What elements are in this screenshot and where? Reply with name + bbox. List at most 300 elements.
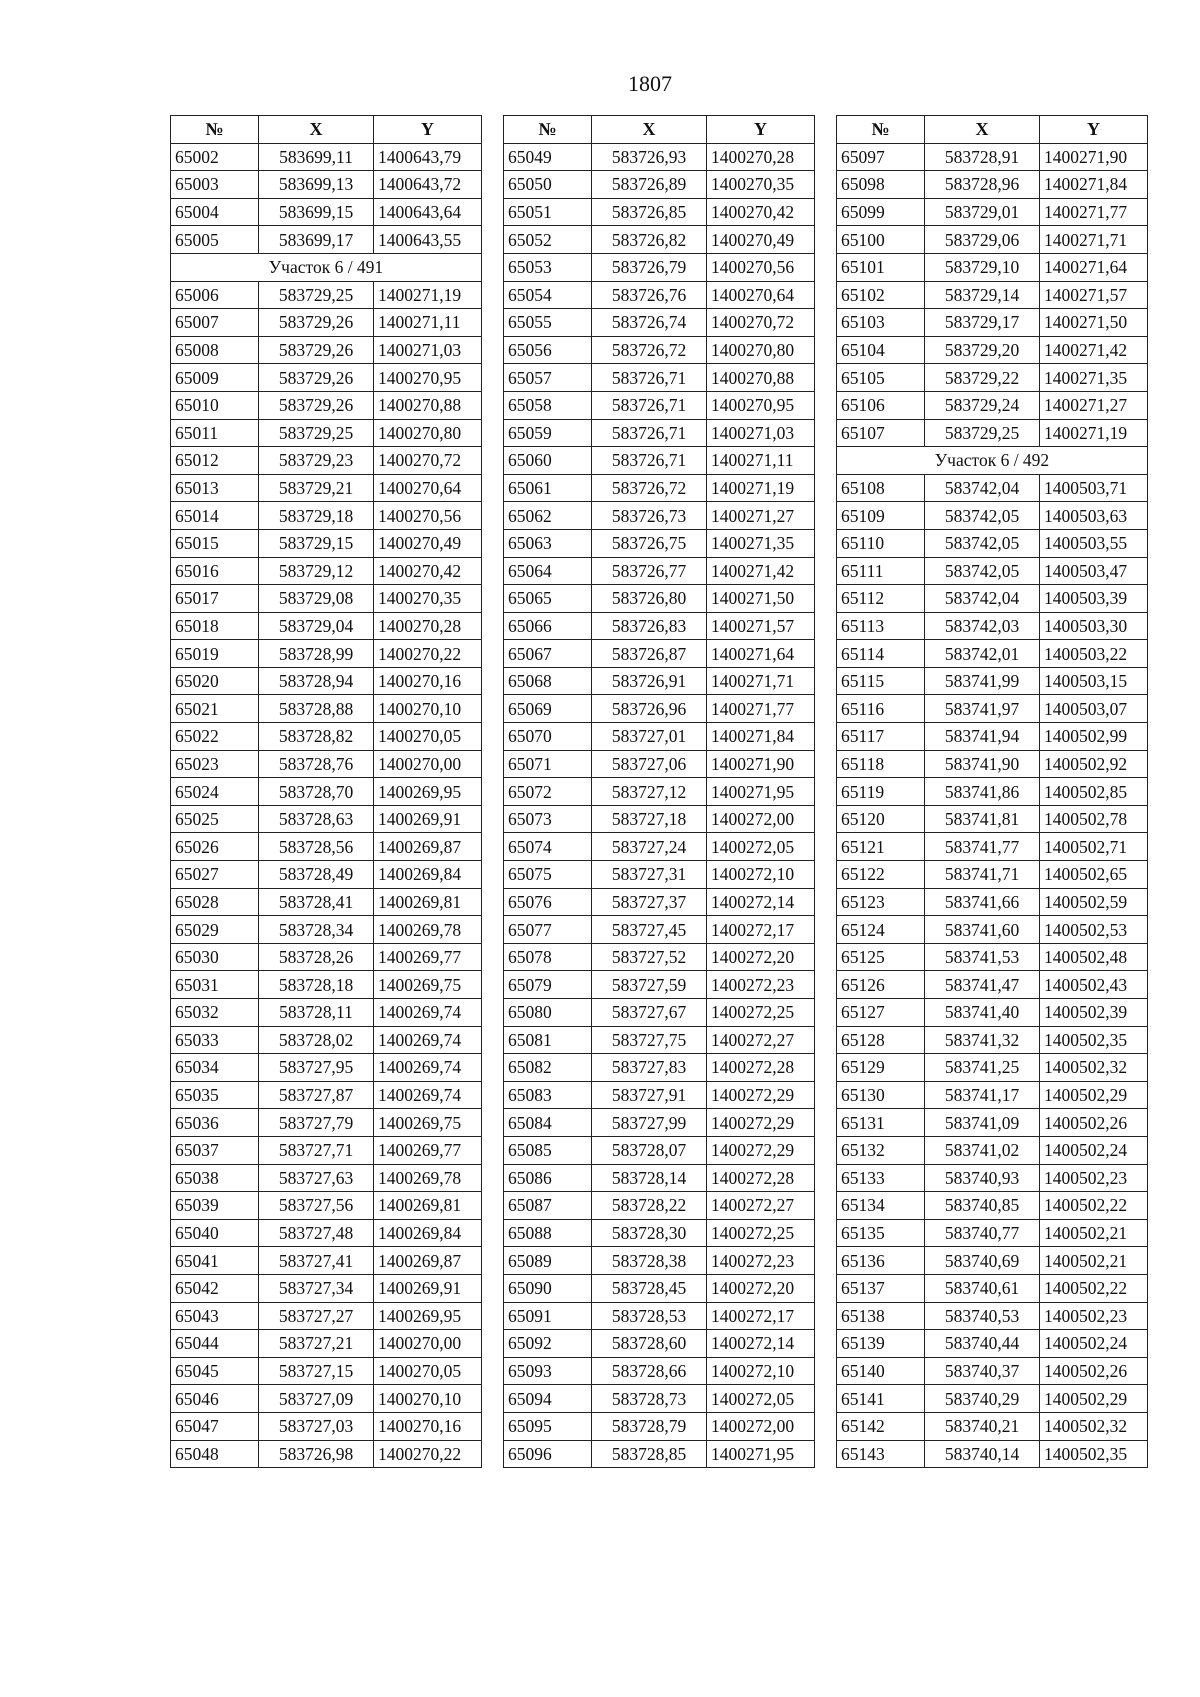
x-coordinate-cell: 583740,21 — [925, 1412, 1040, 1440]
point-number-cell: 65011 — [171, 419, 259, 447]
table-row — [171, 1302, 482, 1330]
point-number-cell: 65080 — [504, 999, 592, 1027]
x-coordinate-cell: 583728,49 — [259, 861, 374, 889]
point-number-cell: 65078 — [504, 943, 592, 971]
y-coordinate-cell: 1400270,49 — [707, 226, 815, 254]
y-coordinate-cell: 1400272,05 — [707, 833, 815, 861]
x-coordinate-cell: 583727,21 — [259, 1330, 374, 1358]
y-coordinate-cell: 1400502,35 — [1040, 1026, 1148, 1054]
x-coordinate-cell: 583699,11 — [259, 143, 374, 171]
x-coordinate-cell: 583728,56 — [259, 833, 374, 861]
table-row — [504, 750, 815, 778]
x-coordinate-cell: 583741,97 — [925, 695, 1040, 723]
y-coordinate-cell: 1400503,55 — [1040, 529, 1148, 557]
table-row — [504, 1274, 815, 1302]
y-coordinate-cell: 1400503,39 — [1040, 585, 1148, 613]
table-row — [837, 612, 1148, 640]
table-row — [504, 419, 815, 447]
x-coordinate-cell: 583729,22 — [925, 364, 1040, 392]
table-row — [171, 226, 482, 254]
x-coordinate-cell: 583729,15 — [259, 529, 374, 557]
x-coordinate-cell: 583728,70 — [259, 778, 374, 806]
table-row — [171, 364, 482, 392]
table-row — [837, 916, 1148, 944]
y-coordinate-cell: 1400271,95 — [707, 778, 815, 806]
point-number-cell: 65065 — [504, 585, 592, 613]
x-coordinate-cell: 583740,85 — [925, 1192, 1040, 1220]
page-number: 1807 — [628, 71, 672, 96]
x-coordinate-cell: 583729,26 — [259, 364, 374, 392]
point-number-cell: 65090 — [504, 1274, 592, 1302]
table-row — [837, 750, 1148, 778]
x-coordinate-cell: 583740,61 — [925, 1274, 1040, 1302]
y-coordinate-cell: 1400643,79 — [374, 143, 482, 171]
point-number-cell: 65016 — [171, 557, 259, 585]
y-coordinate-cell: 1400270,22 — [374, 640, 482, 668]
x-coordinate-cell: 583727,45 — [592, 916, 707, 944]
table-row — [837, 143, 1148, 171]
table-row — [171, 1136, 482, 1164]
y-coordinate-cell: 1400502,99 — [1040, 723, 1148, 751]
point-number-cell: 65089 — [504, 1247, 592, 1275]
point-number-cell: 65142 — [837, 1412, 925, 1440]
x-coordinate-cell: 583727,01 — [592, 723, 707, 751]
point-number-cell: 65044 — [171, 1330, 259, 1358]
point-number-cell: 65052 — [504, 226, 592, 254]
x-coordinate-cell: 583728,22 — [592, 1192, 707, 1220]
table-header-row — [504, 116, 815, 144]
coordinates-table-2 — [503, 115, 815, 1468]
x-coordinate-cell: 583741,40 — [925, 999, 1040, 1027]
point-number-cell: 65006 — [171, 281, 259, 309]
table-row — [504, 888, 815, 916]
header-y: Y — [374, 116, 482, 144]
table-row — [171, 1412, 482, 1440]
point-number-cell: 65002 — [171, 143, 259, 171]
x-coordinate-cell: 583740,37 — [925, 1357, 1040, 1385]
x-coordinate-cell: 583728,99 — [259, 640, 374, 668]
y-coordinate-cell: 1400502,24 — [1040, 1136, 1148, 1164]
y-coordinate-cell: 1400502,85 — [1040, 778, 1148, 806]
x-coordinate-cell: 583726,93 — [592, 143, 707, 171]
point-number-cell: 65022 — [171, 723, 259, 751]
y-coordinate-cell: 1400643,55 — [374, 226, 482, 254]
x-coordinate-cell: 583727,87 — [259, 1081, 374, 1109]
point-number-cell: 65134 — [837, 1192, 925, 1220]
table-row — [171, 805, 482, 833]
y-coordinate-cell: 1400271,95 — [707, 1440, 815, 1468]
x-coordinate-cell: 583729,14 — [925, 281, 1040, 309]
point-number-cell: 65050 — [504, 171, 592, 199]
point-number-cell: 65112 — [837, 585, 925, 613]
y-coordinate-cell: 1400271,11 — [374, 309, 482, 337]
y-coordinate-cell: 1400503,47 — [1040, 557, 1148, 585]
x-coordinate-cell: 583728,91 — [925, 143, 1040, 171]
x-coordinate-cell: 583729,21 — [259, 474, 374, 502]
point-number-cell: 65088 — [504, 1219, 592, 1247]
table-row — [504, 1081, 815, 1109]
y-coordinate-cell: 1400271,84 — [1040, 171, 1148, 199]
y-coordinate-cell: 1400502,23 — [1040, 1164, 1148, 1192]
point-number-cell: 65041 — [171, 1247, 259, 1275]
x-coordinate-cell: 583726,74 — [592, 309, 707, 337]
table-row — [171, 916, 482, 944]
point-number-cell: 65055 — [504, 309, 592, 337]
table-row — [504, 474, 815, 502]
x-coordinate-cell: 583729,06 — [925, 226, 1040, 254]
point-number-cell: 65141 — [837, 1385, 925, 1413]
y-coordinate-cell: 1400502,43 — [1040, 971, 1148, 999]
x-coordinate-cell: 583728,94 — [259, 667, 374, 695]
y-coordinate-cell: 1400269,84 — [374, 1219, 482, 1247]
table-row — [504, 1026, 815, 1054]
x-coordinate-cell: 583726,80 — [592, 585, 707, 613]
point-number-cell: 65028 — [171, 888, 259, 916]
x-coordinate-cell: 583741,02 — [925, 1136, 1040, 1164]
table-row — [171, 999, 482, 1027]
table-row — [171, 143, 482, 171]
table-row — [171, 1192, 482, 1220]
x-coordinate-cell: 583727,09 — [259, 1385, 374, 1413]
y-coordinate-cell: 1400502,29 — [1040, 1081, 1148, 1109]
x-coordinate-cell: 583729,10 — [925, 253, 1040, 281]
table-row — [837, 502, 1148, 530]
x-coordinate-cell: 583727,18 — [592, 805, 707, 833]
y-coordinate-cell: 1400502,22 — [1040, 1274, 1148, 1302]
y-coordinate-cell: 1400270,00 — [374, 750, 482, 778]
x-coordinate-cell: 583726,87 — [592, 640, 707, 668]
y-coordinate-cell: 1400270,88 — [374, 391, 482, 419]
table-row — [837, 336, 1148, 364]
y-coordinate-cell: 1400270,42 — [707, 198, 815, 226]
y-coordinate-cell: 1400269,95 — [374, 778, 482, 806]
table-row — [171, 198, 482, 226]
x-coordinate-cell: 583729,26 — [259, 391, 374, 419]
y-coordinate-cell: 1400270,22 — [374, 1440, 482, 1468]
x-coordinate-cell: 583741,94 — [925, 723, 1040, 751]
table-row — [504, 971, 815, 999]
x-coordinate-cell: 583728,30 — [592, 1219, 707, 1247]
y-coordinate-cell: 1400269,91 — [374, 1274, 482, 1302]
x-coordinate-cell: 583742,04 — [925, 474, 1040, 502]
y-coordinate-cell: 1400503,63 — [1040, 502, 1148, 530]
table-row — [837, 833, 1148, 861]
point-number-cell: 65074 — [504, 833, 592, 861]
y-coordinate-cell: 1400271,42 — [1040, 336, 1148, 364]
point-number-cell: 65045 — [171, 1357, 259, 1385]
point-number-cell: 65072 — [504, 778, 592, 806]
point-number-cell: 65106 — [837, 391, 925, 419]
x-coordinate-cell: 583741,90 — [925, 750, 1040, 778]
y-coordinate-cell: 1400272,14 — [707, 888, 815, 916]
y-coordinate-cell: 1400272,20 — [707, 1274, 815, 1302]
point-number-cell: 65081 — [504, 1026, 592, 1054]
y-coordinate-cell: 1400271,27 — [707, 502, 815, 530]
point-number-cell: 65107 — [837, 419, 925, 447]
table-row — [504, 1192, 815, 1220]
table-row — [171, 778, 482, 806]
y-coordinate-cell: 1400271,64 — [707, 640, 815, 668]
table-row — [504, 1385, 815, 1413]
table-row — [837, 529, 1148, 557]
table-row — [504, 833, 815, 861]
x-coordinate-cell: 583729,25 — [259, 281, 374, 309]
y-coordinate-cell: 1400272,25 — [707, 1219, 815, 1247]
table-row — [171, 1081, 482, 1109]
x-coordinate-cell: 583727,75 — [592, 1026, 707, 1054]
x-coordinate-cell: 583728,53 — [592, 1302, 707, 1330]
point-number-cell: 65093 — [504, 1357, 592, 1385]
x-coordinate-cell: 583726,76 — [592, 281, 707, 309]
y-coordinate-cell: 1400272,28 — [707, 1164, 815, 1192]
y-coordinate-cell: 1400272,20 — [707, 943, 815, 971]
x-coordinate-cell: 583727,83 — [592, 1054, 707, 1082]
x-coordinate-cell: 583726,79 — [592, 253, 707, 281]
coordinates-table-3 — [836, 115, 1148, 1468]
point-number-cell: 65059 — [504, 419, 592, 447]
point-number-cell: 65140 — [837, 1357, 925, 1385]
x-coordinate-cell: 583728,45 — [592, 1274, 707, 1302]
point-number-cell: 65143 — [837, 1440, 925, 1468]
point-number-cell: 65133 — [837, 1164, 925, 1192]
point-number-cell: 65034 — [171, 1054, 259, 1082]
table-row — [837, 253, 1148, 281]
table-row — [171, 612, 482, 640]
point-number-cell: 65021 — [171, 695, 259, 723]
point-number-cell: 65062 — [504, 502, 592, 530]
point-number-cell: 65058 — [504, 391, 592, 419]
y-coordinate-cell: 1400270,56 — [707, 253, 815, 281]
table-row — [837, 667, 1148, 695]
point-number-cell: 65068 — [504, 667, 592, 695]
x-coordinate-cell: 583726,75 — [592, 529, 707, 557]
y-coordinate-cell: 1400271,71 — [707, 667, 815, 695]
y-coordinate-cell: 1400271,64 — [1040, 253, 1148, 281]
y-coordinate-cell: 1400270,72 — [374, 447, 482, 475]
y-coordinate-cell: 1400270,64 — [374, 474, 482, 502]
table-row — [837, 309, 1148, 337]
table-row — [837, 1412, 1148, 1440]
table-row — [504, 943, 815, 971]
y-coordinate-cell: 1400270,80 — [707, 336, 815, 364]
x-coordinate-cell: 583726,83 — [592, 612, 707, 640]
y-coordinate-cell: 1400272,29 — [707, 1081, 815, 1109]
table-row — [837, 419, 1148, 447]
x-coordinate-cell: 583729,25 — [259, 419, 374, 447]
point-number-cell: 65105 — [837, 364, 925, 392]
y-coordinate-cell: 1400272,27 — [707, 1192, 815, 1220]
table-row — [504, 916, 815, 944]
y-coordinate-cell: 1400270,35 — [707, 171, 815, 199]
y-coordinate-cell: 1400270,95 — [707, 391, 815, 419]
y-coordinate-cell: 1400270,88 — [707, 364, 815, 392]
point-number-cell: 65091 — [504, 1302, 592, 1330]
table-row — [504, 1164, 815, 1192]
y-coordinate-cell: 1400271,19 — [374, 281, 482, 309]
y-coordinate-cell: 1400502,23 — [1040, 1302, 1148, 1330]
x-coordinate-cell: 583729,26 — [259, 336, 374, 364]
point-number-cell: 65007 — [171, 309, 259, 337]
y-coordinate-cell: 1400269,75 — [374, 1109, 482, 1137]
y-coordinate-cell: 1400271,19 — [707, 474, 815, 502]
point-number-cell: 65018 — [171, 612, 259, 640]
x-coordinate-cell: 583728,26 — [259, 943, 374, 971]
y-coordinate-cell: 1400272,27 — [707, 1026, 815, 1054]
x-coordinate-cell: 583728,60 — [592, 1330, 707, 1358]
x-coordinate-cell: 583727,79 — [259, 1109, 374, 1137]
point-number-cell: 65101 — [837, 253, 925, 281]
point-number-cell: 65097 — [837, 143, 925, 171]
x-coordinate-cell: 583741,25 — [925, 1054, 1040, 1082]
table-row — [171, 585, 482, 613]
table-row — [504, 529, 815, 557]
x-coordinate-cell: 583729,01 — [925, 198, 1040, 226]
point-number-cell: 65135 — [837, 1219, 925, 1247]
table-row — [837, 1219, 1148, 1247]
point-number-cell: 65073 — [504, 805, 592, 833]
x-coordinate-cell: 583726,72 — [592, 474, 707, 502]
x-coordinate-cell: 583728,85 — [592, 1440, 707, 1468]
point-number-cell: 65083 — [504, 1081, 592, 1109]
x-coordinate-cell: 583726,89 — [592, 171, 707, 199]
table-row — [171, 1330, 482, 1358]
table-row — [171, 502, 482, 530]
point-number-cell: 65066 — [504, 612, 592, 640]
x-coordinate-cell: 583727,03 — [259, 1412, 374, 1440]
table-row — [171, 529, 482, 557]
table-row — [504, 585, 815, 613]
x-coordinate-cell: 583729,20 — [925, 336, 1040, 364]
point-number-cell: 65061 — [504, 474, 592, 502]
point-number-cell: 65013 — [171, 474, 259, 502]
y-coordinate-cell: 1400502,53 — [1040, 916, 1148, 944]
table-row — [504, 391, 815, 419]
table-row — [504, 281, 815, 309]
point-number-cell: 65123 — [837, 888, 925, 916]
table-row — [837, 226, 1148, 254]
x-coordinate-cell: 583741,81 — [925, 805, 1040, 833]
point-number-cell: 65079 — [504, 971, 592, 999]
point-number-cell: 65017 — [171, 585, 259, 613]
table-row — [837, 557, 1148, 585]
table-row — [171, 640, 482, 668]
point-number-cell: 65086 — [504, 1164, 592, 1192]
table-row — [837, 778, 1148, 806]
x-coordinate-cell: 583727,41 — [259, 1247, 374, 1275]
point-number-cell: 65099 — [837, 198, 925, 226]
y-coordinate-cell: 1400502,29 — [1040, 1385, 1148, 1413]
y-coordinate-cell: 1400271,50 — [707, 585, 815, 613]
y-coordinate-cell: 1400272,29 — [707, 1136, 815, 1164]
point-number-cell: 65048 — [171, 1440, 259, 1468]
table-row — [504, 364, 815, 392]
x-coordinate-cell: 583740,14 — [925, 1440, 1040, 1468]
point-number-cell: 65030 — [171, 943, 259, 971]
x-coordinate-cell: 583741,66 — [925, 888, 1040, 916]
point-number-cell: 65026 — [171, 833, 259, 861]
point-number-cell: 65096 — [504, 1440, 592, 1468]
point-number-cell: 65010 — [171, 391, 259, 419]
y-coordinate-cell: 1400643,72 — [374, 171, 482, 199]
table-row — [171, 1026, 482, 1054]
point-number-cell: 65023 — [171, 750, 259, 778]
x-coordinate-cell: 583729,25 — [925, 419, 1040, 447]
y-coordinate-cell: 1400502,21 — [1040, 1219, 1148, 1247]
point-number-cell: 65082 — [504, 1054, 592, 1082]
point-number-cell: 65032 — [171, 999, 259, 1027]
point-number-cell: 65056 — [504, 336, 592, 364]
y-coordinate-cell: 1400270,10 — [374, 695, 482, 723]
y-coordinate-cell: 1400269,75 — [374, 971, 482, 999]
table-row — [837, 695, 1148, 723]
point-number-cell: 65102 — [837, 281, 925, 309]
table-row — [504, 1302, 815, 1330]
x-coordinate-cell: 583729,04 — [259, 612, 374, 640]
point-number-cell: 65125 — [837, 943, 925, 971]
y-coordinate-cell: 1400503,07 — [1040, 695, 1148, 723]
point-number-cell: 65130 — [837, 1081, 925, 1109]
table-row — [837, 1054, 1148, 1082]
y-coordinate-cell: 1400502,26 — [1040, 1109, 1148, 1137]
table-row — [171, 447, 482, 475]
point-number-cell: 65111 — [837, 557, 925, 585]
point-number-cell: 65137 — [837, 1274, 925, 1302]
point-number-cell: 65033 — [171, 1026, 259, 1054]
x-coordinate-cell: 583741,99 — [925, 667, 1040, 695]
point-number-cell: 65115 — [837, 667, 925, 695]
x-coordinate-cell: 583741,17 — [925, 1081, 1040, 1109]
table-row — [171, 1385, 482, 1413]
point-number-cell: 65118 — [837, 750, 925, 778]
point-number-cell: 65012 — [171, 447, 259, 475]
table-row — [837, 1109, 1148, 1137]
y-coordinate-cell: 1400271,42 — [707, 557, 815, 585]
x-coordinate-cell: 583741,53 — [925, 943, 1040, 971]
point-number-cell: 65108 — [837, 474, 925, 502]
x-coordinate-cell: 583699,17 — [259, 226, 374, 254]
point-number-cell: 65019 — [171, 640, 259, 668]
y-coordinate-cell: 1400271,35 — [707, 529, 815, 557]
point-number-cell: 65039 — [171, 1192, 259, 1220]
x-coordinate-cell: 583741,47 — [925, 971, 1040, 999]
x-coordinate-cell: 583742,04 — [925, 585, 1040, 613]
point-number-cell: 65114 — [837, 640, 925, 668]
x-coordinate-cell: 583728,41 — [259, 888, 374, 916]
point-number-cell: 65057 — [504, 364, 592, 392]
table-row — [504, 1247, 815, 1275]
y-coordinate-cell: 1400272,14 — [707, 1330, 815, 1358]
x-coordinate-cell: 583727,31 — [592, 861, 707, 889]
x-coordinate-cell: 583699,15 — [259, 198, 374, 226]
x-coordinate-cell: 583728,88 — [259, 695, 374, 723]
x-coordinate-cell: 583727,56 — [259, 1192, 374, 1220]
x-coordinate-cell: 583728,18 — [259, 971, 374, 999]
table-row — [837, 1385, 1148, 1413]
x-coordinate-cell: 583741,32 — [925, 1026, 1040, 1054]
x-coordinate-cell: 583740,69 — [925, 1247, 1040, 1275]
x-coordinate-cell: 583740,53 — [925, 1302, 1040, 1330]
section-title: Участок 6 / 492 — [837, 447, 1148, 475]
header-y: Y — [1040, 116, 1148, 144]
x-coordinate-cell: 583727,06 — [592, 750, 707, 778]
y-coordinate-cell: 1400270,10 — [374, 1385, 482, 1413]
y-coordinate-cell: 1400271,90 — [1040, 143, 1148, 171]
y-coordinate-cell: 1400269,78 — [374, 1164, 482, 1192]
point-number-cell: 65069 — [504, 695, 592, 723]
point-number-cell: 65009 — [171, 364, 259, 392]
x-coordinate-cell: 583727,15 — [259, 1357, 374, 1385]
y-coordinate-cell: 1400270,95 — [374, 364, 482, 392]
